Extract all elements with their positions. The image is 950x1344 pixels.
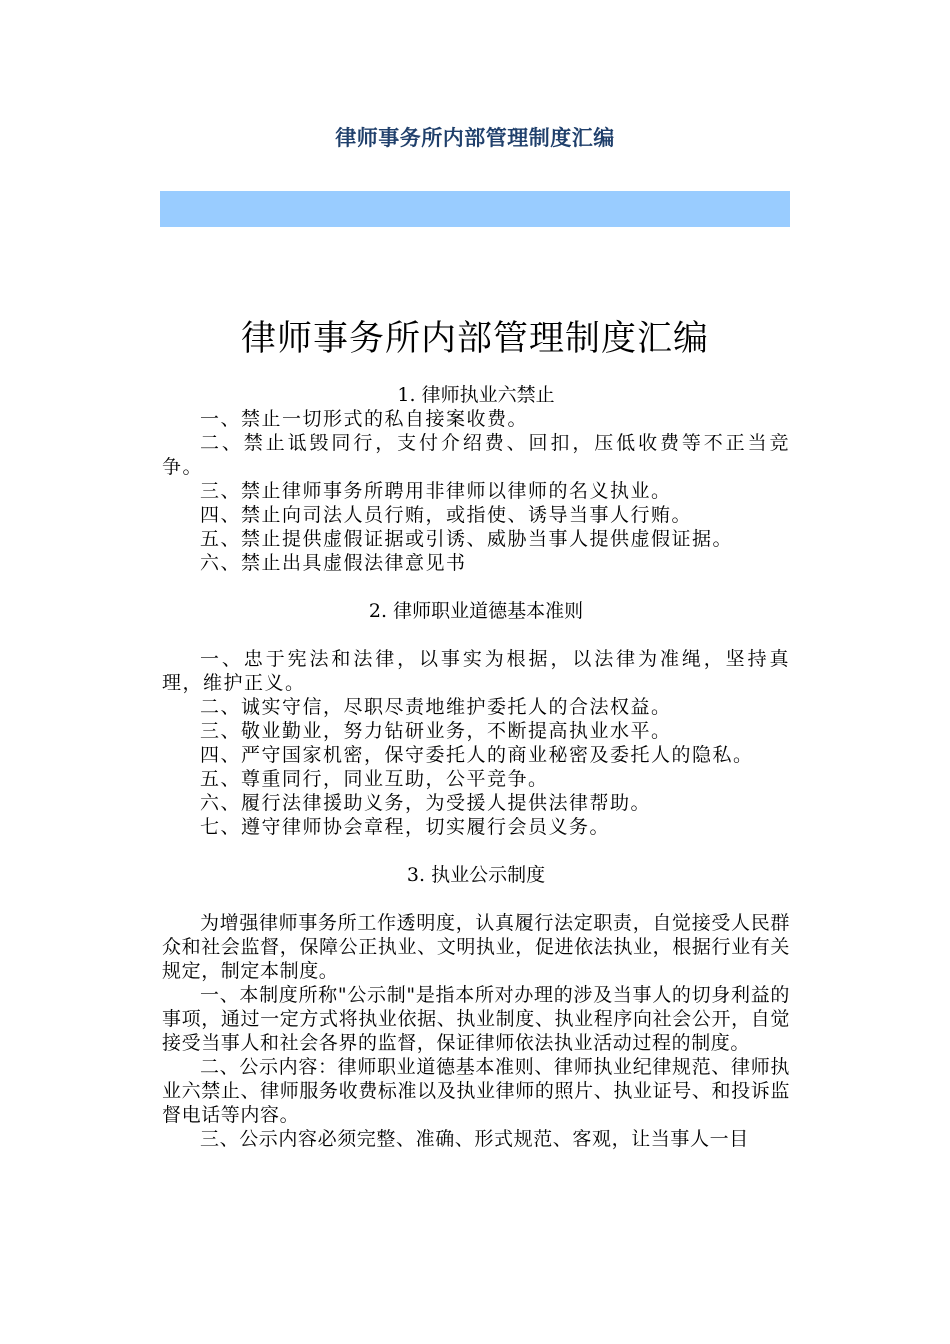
- paragraph: 一、忠于宪法和法律，以事实为根据，以法律为准绳，坚持真理，维护正义。: [162, 648, 790, 694]
- paragraph: 四、严守国家机密，保守委托人的商业秘密及委托人的隐私。: [200, 744, 754, 766]
- paragraph: 二、禁止诋毁同行，支付介绍费、回扣，压低收费等不正当竞争。: [162, 432, 790, 478]
- section-heading: 1. 律师执业六禁止: [397, 384, 555, 406]
- paragraph: 一、禁止一切形式的私自接案收费。: [200, 408, 529, 430]
- paragraph: 六、履行法律援助义务，为受援人提供法律帮助。: [200, 792, 652, 814]
- paragraph: 六、禁止出具虚假法律意见书: [200, 552, 467, 574]
- spacer: [162, 839, 790, 863]
- paragraph: 三、公示内容必须完整、准确、形式规范、客观，让当事人一目: [200, 1128, 749, 1150]
- spacer: [162, 887, 790, 911]
- paragraph: 四、禁止向司法人员行贿，或指使、诱导当事人行贿。: [200, 504, 693, 526]
- paragraph: 五、禁止提供虚假证据或引诱、威胁当事人提供虚假证据。: [200, 528, 734, 550]
- paragraph: 五、尊重同行，同业互助，公平竞争。: [200, 768, 549, 790]
- spacer: [162, 623, 790, 647]
- paragraph: 三、敬业勤业，努力钻研业务，不断提高执业水平。: [200, 720, 672, 742]
- paragraph: 七、遵守律师协会章程，切实履行会员义务。: [200, 816, 611, 838]
- paragraph: 三、禁止律师事务所聘用非律师以律师的名义执业。: [200, 480, 672, 502]
- paragraph: 为增强律师事务所工作透明度，认真履行法定职责，自觉接受人民群众和社会监督，保障公正执业、文明执业，促进依法执业，根据行业有关规定，制定本制度。: [162, 912, 790, 982]
- paragraph: 二、诚实守信，尽职尽责地维护委托人的合法权益。: [200, 696, 672, 718]
- paragraph: 一、本制度所称"公示制"是指本所对办理的涉及当事人的切身利益的事项，通过一定方式将执业依据、执业制度、执业程序向社会公开，自觉接受当事人和社会各界的监督，保证律师依法执业活动过程的制度。: [162, 984, 790, 1054]
- paragraph: 二、公示内容：律师职业道德基本准则、律师执业纪律规范、律师执业六禁止、律师服务收费标准以及执业律师的照片、执业证号、和投诉监督电话等内容。: [162, 1056, 790, 1126]
- section-heading: 3. 执业公示制度: [406, 864, 546, 886]
- document-title: 律师事务所内部管理制度汇编: [240, 319, 709, 359]
- spacer: [162, 575, 790, 599]
- header-title: 律师事务所内部管理制度汇编: [335, 125, 615, 150]
- document-body: [162, 383, 790, 1151]
- section-heading: 2. 律师职业道德基本准则: [368, 600, 584, 622]
- header-divider-band: [160, 191, 790, 227]
